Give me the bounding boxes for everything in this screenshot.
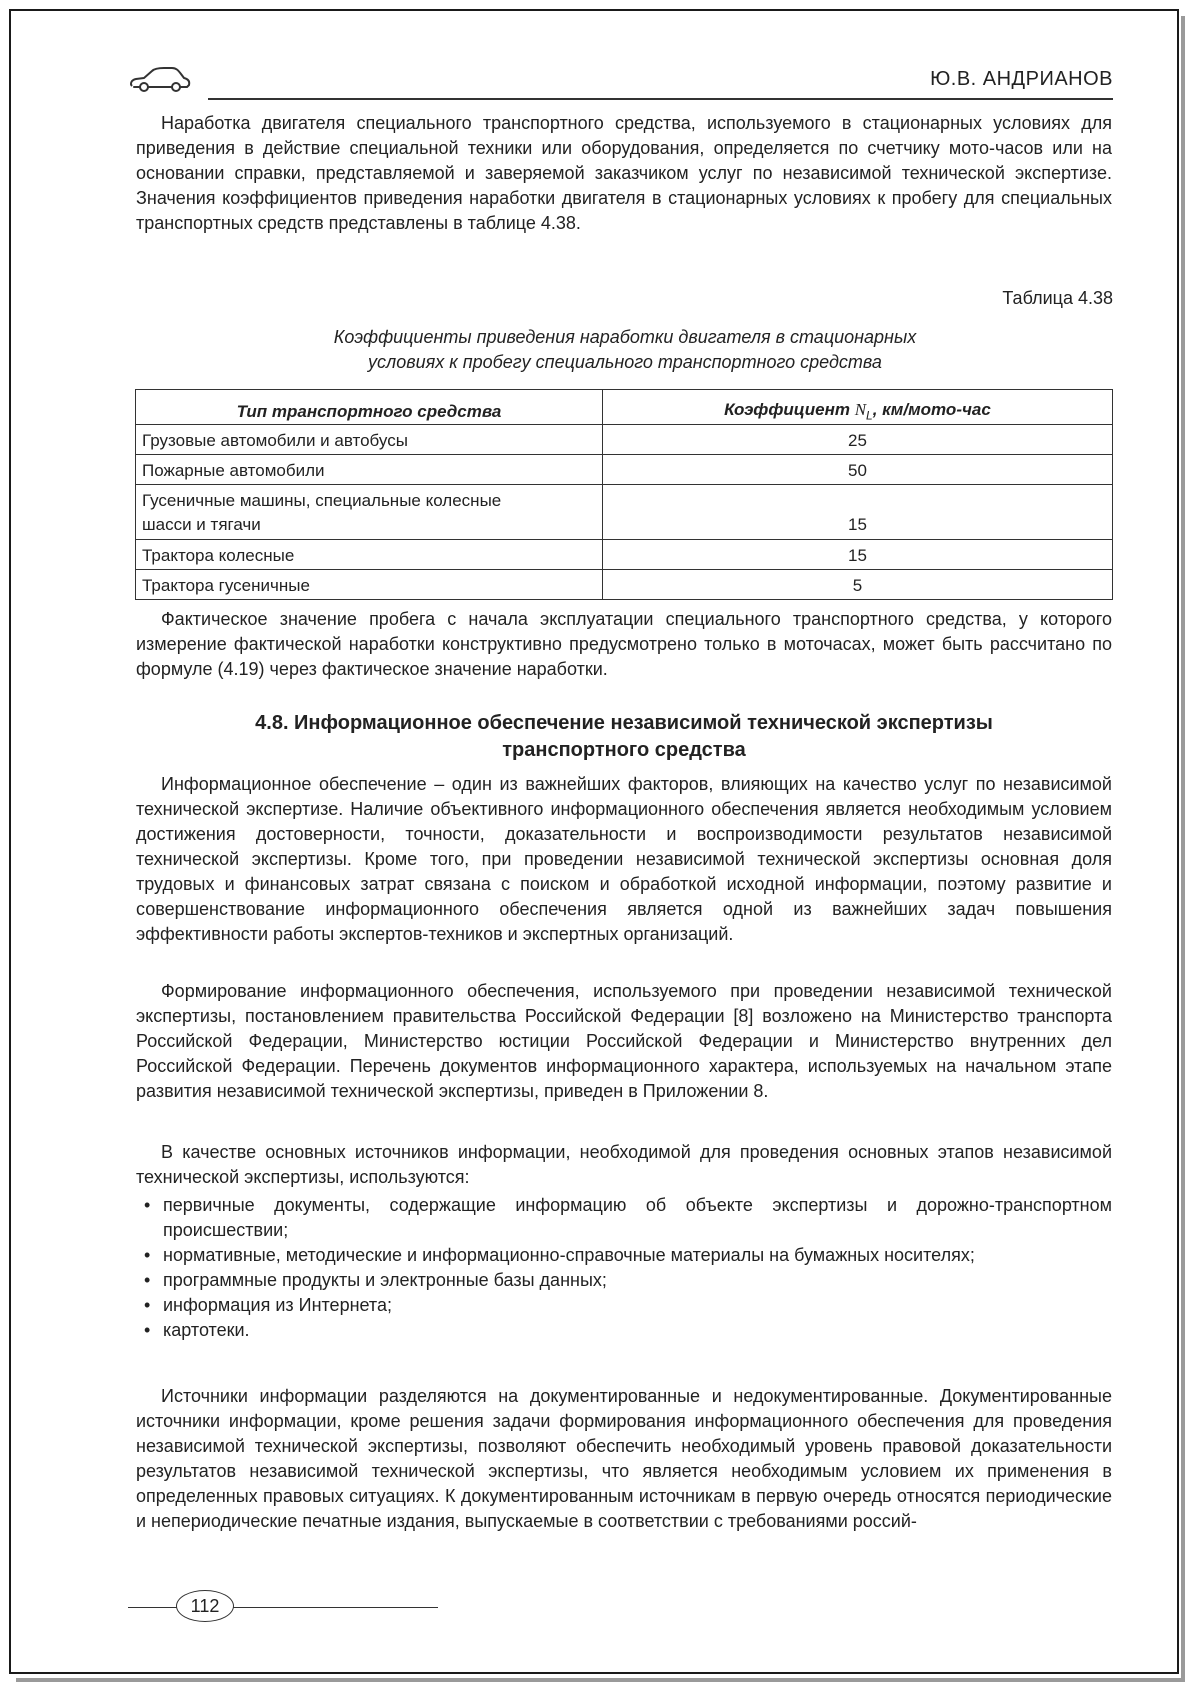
table-header-type: Тип транспортного средства — [136, 390, 603, 425]
paragraph-info-support: Информационное обеспечение – один из важнейших факторов, влияющих на качество услуг по независимой технической экспертизе. Наличие объективного информационного обеспечения является необходимым условием достижения достоверности, точности, доказательности и воспроизводимости результатов независимой технической экспертизы. Кроме того, при проведении независимой технической экспертизы основная доля трудовых и финансовых затрат связана с поиском и обработкой исходной информации, поэтому развитие и совершенствование информационного обеспечения является одной из важнейших задач повышения эффективности работы экспертов-техников и экспертных организаций. — [136, 774, 1112, 944]
paragraph-actual-mileage: Фактическое значение пробега с начала эксплуатации специального транспортного средства, у которого измерение фактической наработки конструктивно предусмотрено только в моточасах, может быть рассчитано по формуле (4.19) через фактическое значение наработки. — [136, 609, 1112, 679]
list-item — [136, 1268, 1112, 1293]
header-rule — [208, 98, 1113, 100]
list-item — [136, 1193, 1112, 1243]
list-item-text: программные продукты и электронные базы данных; — [163, 1270, 607, 1290]
page-shadow-bottom — [16, 1678, 1185, 1682]
row-value: 25 — [603, 425, 1113, 455]
list-item — [136, 1293, 1112, 1318]
bullet-icon: • — [144, 1320, 151, 1340]
row-value: 15 — [603, 485, 1113, 540]
coefficients-table — [135, 389, 1113, 600]
list-item-text: информация из Интернета; — [163, 1295, 392, 1315]
row-type: Трактора гусеничные — [136, 570, 603, 600]
paragraph-documented-sources: Источники информации разделяются на документированные и недокументированные. Документированные источники информации, кроме решения задачи формирования информационного обеспечения для проведения независимой технической экспертизы, позволяют обеспечить необходимый уровень правовой доказательности результатов независимой технической экспертизы, что является необходимым условием их применения в определенных правовых ситуациях. К документированным источникам в первую очередь относятся периодические и непериодические печатные издания, выпускаемые в соответствии с требованиями россий- — [136, 1386, 1112, 1531]
paragraph-info-formation: Формирование информационного обеспечения, используемого при проведении независимой технической экспертизы, постановлением правительства Российской Федерации [8] возложено на Министерство транспорта Российской Федерации, Министерство юстиции Российской Федерации и Министерство внутренних дел Российской Федерации. Перечень документов информационного характера, используемых на начальном этапе развития независимой технической экспертизы, приведен в Приложении 8. — [136, 981, 1112, 1101]
page-header — [128, 62, 1113, 106]
section-heading — [136, 710, 1112, 764]
list-item-text: первичные документы, содержащие информацию об объекте экспертизы и дорожно-транспортном происшествии; — [163, 1195, 1112, 1240]
row-type — [136, 485, 603, 540]
table-title — [200, 325, 1050, 375]
table-title-line1: Коэффициенты приведения наработки двигателя в стационарных — [333, 327, 917, 347]
paragraph-engine-hours: Наработка двигателя специального транспортного средства, используемого в стационарных условиях для приведения в действие специальной техники или оборудования, определяется по счетчику мото-часов или на основании справки, представляемой и заверяемой заказчиком услуг по независимой технической экспертизе. Значения коэффициентов приведения наработки двигателя в стационарных условиях к пробегу для специальных транспортных средств представлены в таблице 4.38. — [136, 113, 1112, 233]
header-coef-unit: , км/мото-час — [872, 399, 991, 419]
bullet-icon: • — [144, 1295, 151, 1315]
section-heading-line1: 4.8. Информационное обеспечение независимой технической экспертизы — [255, 712, 993, 734]
row-value: 15 — [603, 540, 1113, 570]
header-coef-symbol: N — [854, 399, 867, 419]
list-item — [136, 1318, 1112, 1343]
page-shadow-right — [1181, 16, 1185, 1678]
list-item-text: картотеки. — [163, 1320, 250, 1340]
author-name: Ю.В. АНДРИАНОВ — [930, 68, 1113, 90]
row-type: Трактора колесные — [136, 540, 603, 570]
table-row — [136, 540, 1113, 570]
sources-list — [136, 1193, 1112, 1343]
bullet-icon: • — [144, 1245, 151, 1265]
list-item-text: нормативные, методические и информационно-справочные материалы на бумажных носителях; — [163, 1245, 975, 1265]
footer-rule — [128, 1607, 438, 1608]
row-value: 5 — [603, 570, 1113, 600]
header-coef-subscript: L — [866, 408, 873, 422]
table-row — [136, 485, 1113, 540]
row-type-line1: Гусеничные машины, специальные колесные — [142, 491, 502, 510]
car-icon — [128, 62, 192, 98]
header-coef-text: Коэффициент — [724, 399, 855, 419]
row-value: 50 — [603, 455, 1113, 485]
row-type: Пожарные автомобили — [136, 455, 603, 485]
table-row — [136, 455, 1113, 485]
bullet-icon: • — [144, 1270, 151, 1290]
row-type: Грузовые автомобили и автобусы — [136, 425, 603, 455]
table-number: Таблица 4.38 — [1002, 288, 1113, 308]
page-number: 112 — [176, 1590, 234, 1622]
bullet-icon: • — [144, 1195, 151, 1215]
row-type-line2: шасси и тягачи — [142, 515, 261, 534]
table-header-row — [136, 390, 1113, 425]
table-title-line2: условиях к пробегу специального транспортного средства — [368, 352, 882, 372]
list-item — [136, 1243, 1112, 1268]
paragraph-info-sources: В качестве основных источников информации, необходимой для проведения основных этапов независимой технической экспертизы, используются: — [136, 1142, 1112, 1187]
table-header-coefficient — [603, 390, 1113, 425]
table-row — [136, 570, 1113, 600]
section-heading-line2: транспортного средства — [502, 739, 746, 761]
table-row — [136, 425, 1113, 455]
